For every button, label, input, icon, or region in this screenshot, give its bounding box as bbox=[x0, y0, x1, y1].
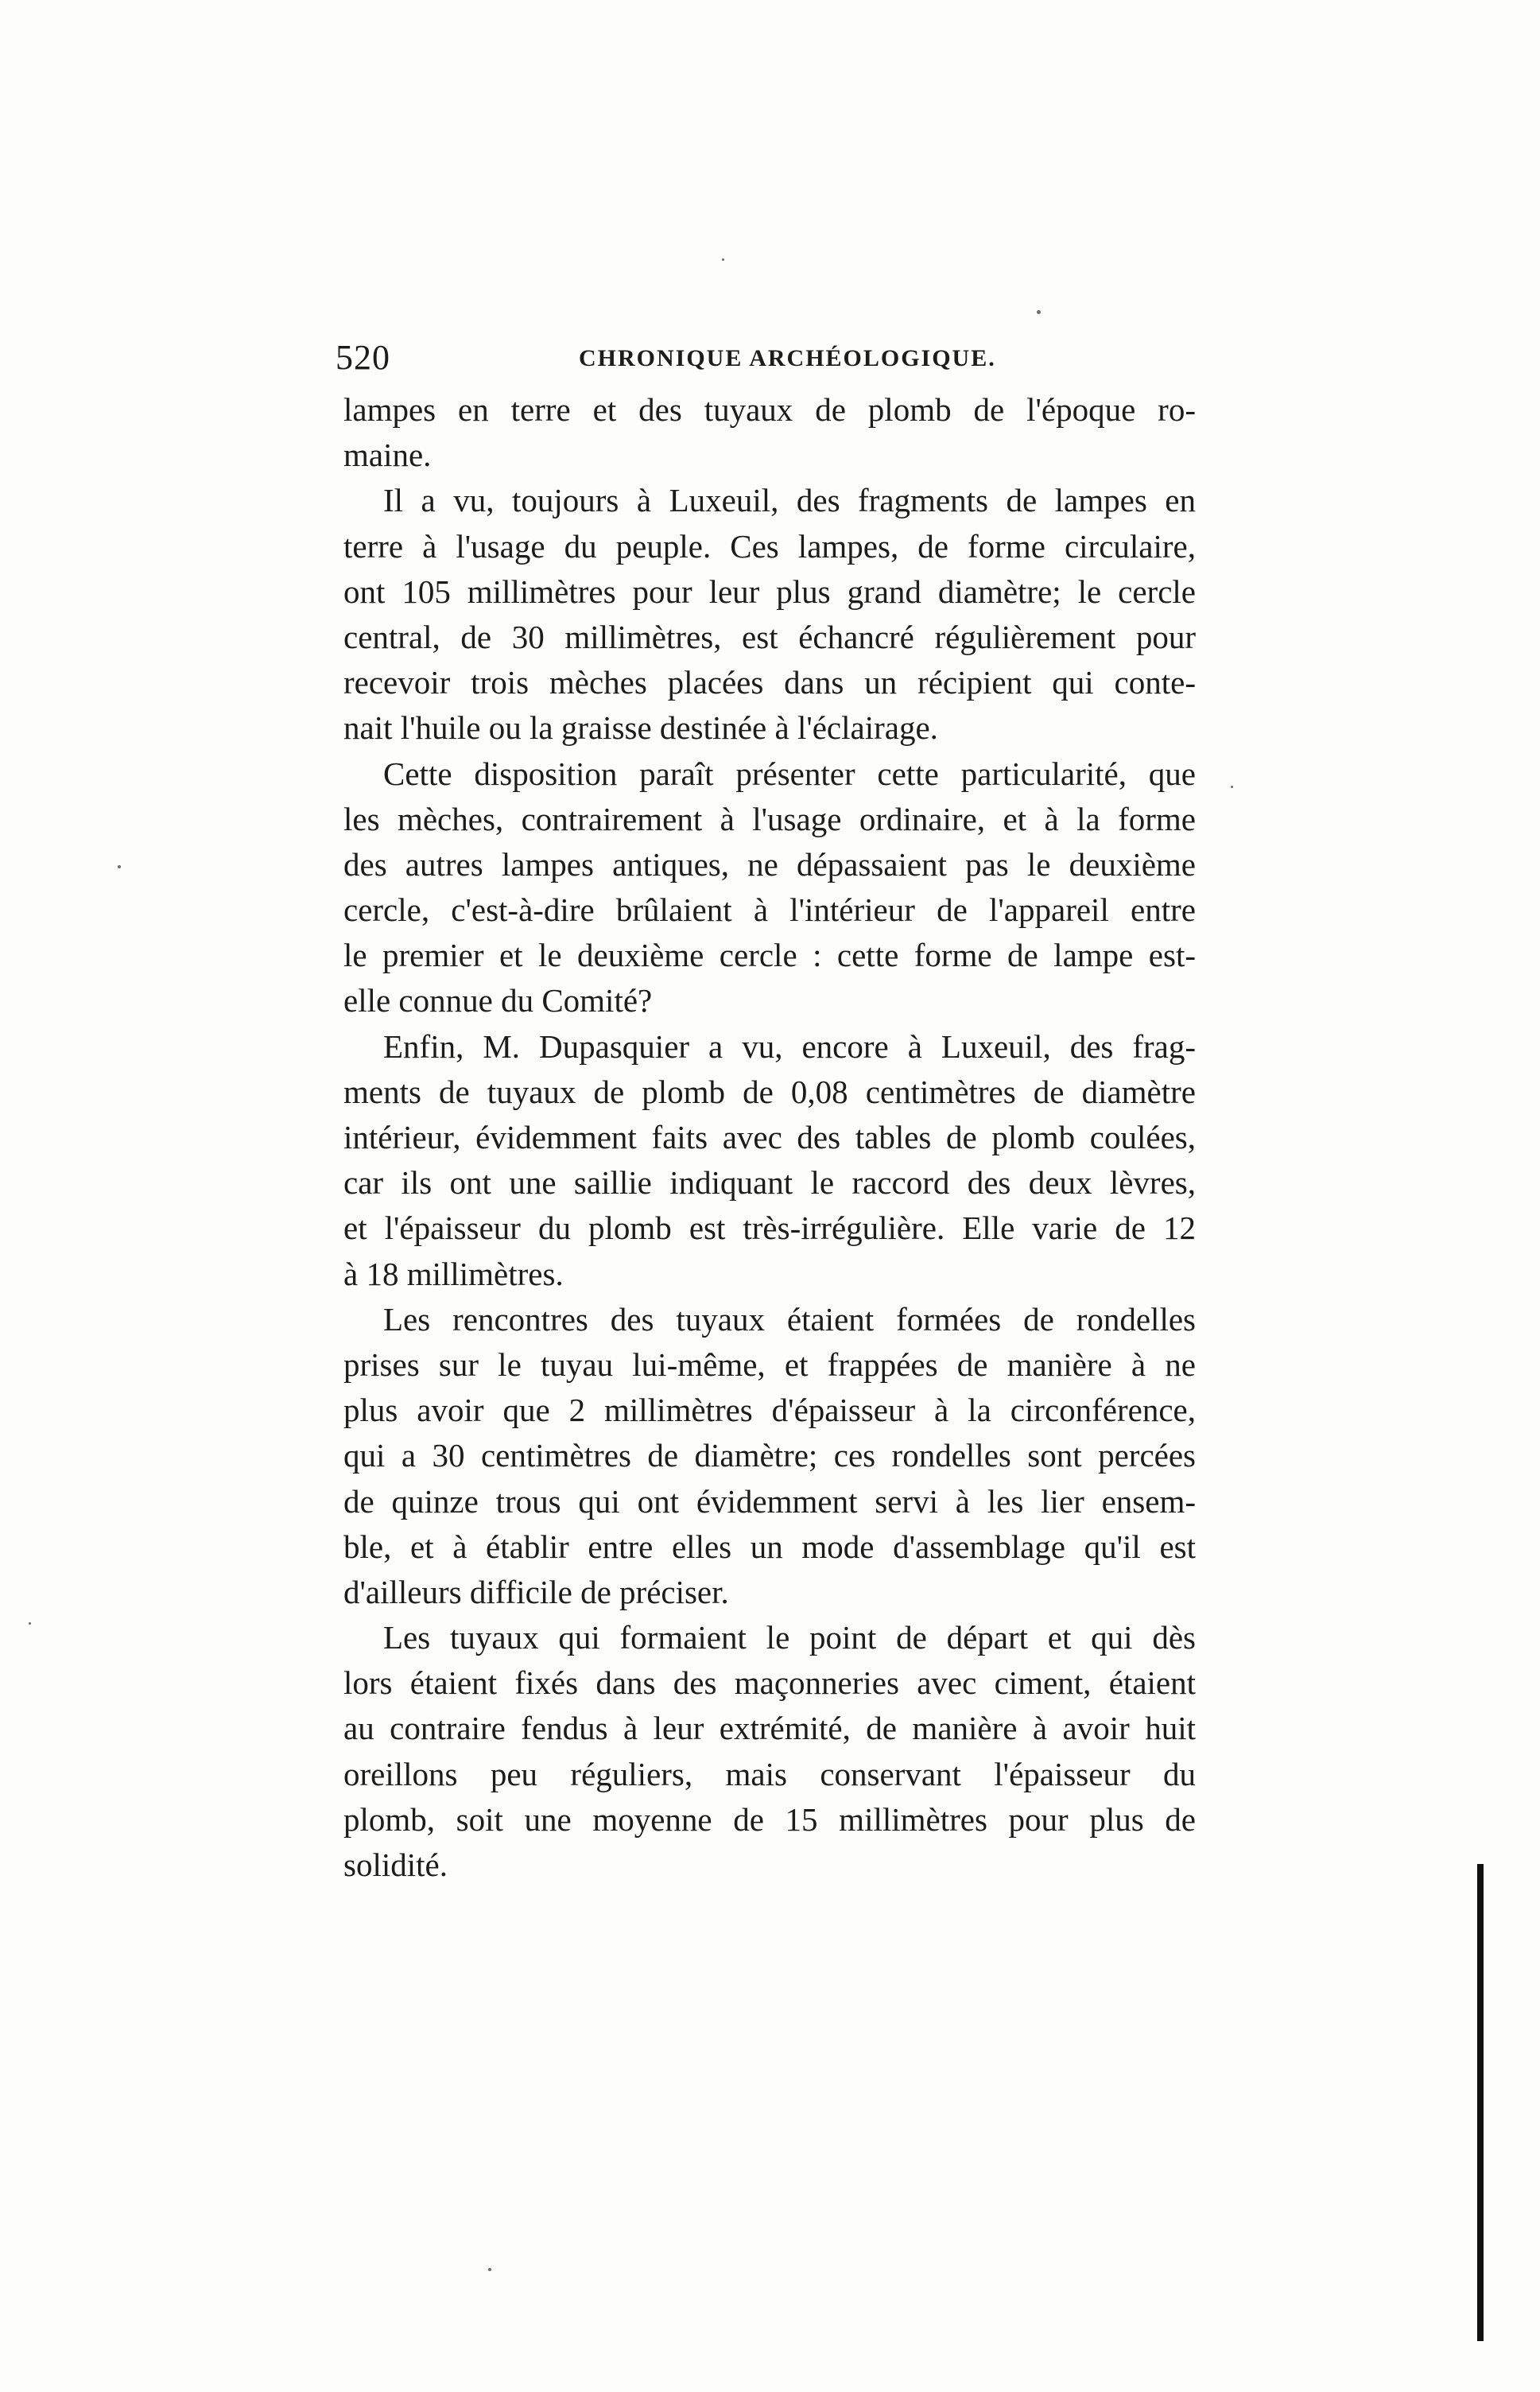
text-line: les mèches, contrairement à l'usage ordinaire, et à la forme bbox=[343, 800, 1196, 837]
text-line: intérieur, évidemment faits avec des tables de plomb coulées, bbox=[343, 1119, 1196, 1155]
text-line: terre à l'usage du peuple. Ces lampes, de forme circulaire, bbox=[343, 527, 1196, 565]
text-line: Les rencontres des tuyaux étaient formées de rondelles bbox=[383, 1300, 1196, 1338]
paper-speck bbox=[488, 2268, 491, 2271]
page-number: 520 bbox=[336, 338, 390, 377]
paper-speck bbox=[118, 865, 121, 868]
text-line: car ils ont une saillie indiquant le raccord des deux lèvres, bbox=[343, 1164, 1196, 1202]
text-line: et l'épaisseur du plomb est très-irrégulière. Elle varie de 12 bbox=[343, 1210, 1196, 1247]
text-line: plomb, soit une moyenne de 15 millimètres pour plus de bbox=[343, 1800, 1196, 1838]
text-line: à 18 millimètres. bbox=[343, 1255, 564, 1292]
running-title: CHRONIQUE ARCHÉOLOGIQUE. bbox=[579, 345, 996, 371]
text-line: ble, et à établir entre elles un mode d'assemblage qu'il est bbox=[343, 1528, 1196, 1565]
body-text bbox=[343, 387, 1196, 1888]
text-line: maine. bbox=[343, 437, 432, 474]
text-line: au contraire fendus à leur extrémité, de manière à avoir huit bbox=[343, 1710, 1196, 1747]
page-header bbox=[336, 337, 1210, 385]
text-line: de quinze trous qui ont évidemment servi à les lier ensem- bbox=[343, 1482, 1196, 1520]
paper-speck bbox=[1037, 310, 1041, 314]
text-line: ments de tuyaux de plomb de 0,08 centimètres de diamètre bbox=[343, 1073, 1196, 1110]
text-line: nait l'huile ou la graisse destinée à l'éclairage. bbox=[343, 709, 938, 747]
paper-speck bbox=[722, 258, 724, 261]
text-line: lampes en terre et des tuyaux de plomb de l'époque ro- bbox=[343, 391, 1196, 428]
text-line: oreillons peu réguliers, mais conservant l'épaisseur du bbox=[343, 1755, 1196, 1792]
text-line: d'ailleurs difficile de préciser. bbox=[343, 1573, 729, 1610]
text-line: recevoir trois mèches placées dans un récipient qui conte- bbox=[343, 664, 1196, 701]
margin-rule bbox=[1477, 1864, 1484, 2341]
text-line: Enfin, M. Dupasquier a vu, encore à Luxeuil, des frag- bbox=[383, 1027, 1196, 1065]
text-line: cercle, c'est-à-dire brûlaient à l'intérieur de l'appareil entre bbox=[343, 891, 1196, 929]
paper-speck bbox=[29, 1622, 31, 1625]
paper-speck bbox=[1231, 786, 1233, 788]
text-line: Les tuyaux qui formaient le point de départ et qui dès bbox=[383, 1619, 1196, 1656]
text-line: des autres lampes antiques, ne dépassaient pas le deuxième bbox=[343, 845, 1196, 883]
text-line: ont 105 millimètres pour leur plus grand diamètre; le cercle bbox=[343, 573, 1196, 610]
text-line: central, de 30 millimètres, est échancré régulièrement pour bbox=[343, 618, 1196, 655]
text-line: le premier et le deuxième cercle : cette forme de lampe est- bbox=[343, 937, 1196, 974]
text-line: elle connue du Comité? bbox=[343, 982, 653, 1019]
text-line: Il a vu, toujours à Luxeuil, des fragments de lampes en bbox=[383, 482, 1196, 519]
text-line: lors étaient fixés dans des maçonneries avec ciment, étaient bbox=[343, 1664, 1196, 1702]
text-line: qui a 30 centimètres de diamètre; ces rondelles sont percées bbox=[343, 1437, 1196, 1474]
text-line: prises sur le tuyau lui-même, et frappées de manière à ne bbox=[343, 1346, 1196, 1383]
text-line: Cette disposition paraît présenter cette particularité, que bbox=[383, 755, 1196, 792]
text-line: solidité. bbox=[343, 1846, 448, 1883]
text-line: plus avoir que 2 millimètres d'épaisseur à la circonférence, bbox=[343, 1392, 1196, 1429]
